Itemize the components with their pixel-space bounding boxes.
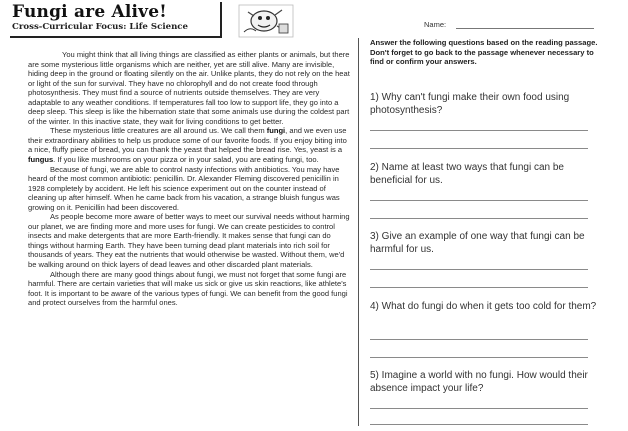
passage-paragraph: As people become more aware of better ways to meet our survival needs without harming our planet, we are finding more and more uses for fungi. We can create pesticides to control insects and make detergents that are more Earth-friendly. It makes sense that fungi can do things without harming Earth. They have been turning dead plant materials into rich soil for thousands of years. They eat the nutrients that would otherwise be wasted. Without them, we'd be walking around on thick layers of dead leaves and other discarded plant materials.	[28, 212, 350, 270]
answer-line[interactable]	[370, 218, 588, 219]
answer-line[interactable]	[370, 200, 588, 201]
worksheet-subtitle: Cross-Curricular Focus: Life Science	[12, 22, 189, 32]
passage-text: , and we even use their extraordinary abilities to help us produce some of our favorite foods. If you enjoy biting into a nice, fluffy piece of bread, you can thank the yeast that helped the bread rise. Yes, yeast is a	[28, 126, 347, 155]
column-divider	[358, 38, 359, 426]
answer-line[interactable]	[370, 269, 588, 270]
answer-line[interactable]	[370, 408, 588, 409]
keyword: fungus	[28, 155, 54, 165]
answer-line[interactable]	[370, 357, 588, 358]
question-5: 5) Imagine a world with no fungi. How would their absence impact your life?	[370, 370, 588, 394]
reading-passage	[28, 50, 350, 308]
answer-line[interactable]	[370, 424, 588, 425]
passage-paragraph	[28, 126, 350, 164]
question-3: 3) Give an example of one way that fungi can be harmful for us.	[370, 231, 585, 255]
question-1: 1) Why can't fungi make their own food using photosynthesis?	[370, 92, 570, 116]
passage-text: These mysterious little creatures are all around us. We call them	[50, 126, 267, 136]
passage-paragraph: You might think that all living things are classified as either plants or animals, but there are some mysterious little organisms which are neither, yet are still alive. Many are invisible, hiding deep in the ground or floating silently on the air. Unlike plants, they do not rely on the heat or light of the sun for survival. They have no chlorophyll and do not create food through photosynthesis. They must find a source of nutrients outside themselves. They are very adaptable to any weather conditions. If temperatures fall too low to support life, they go into a deep sleep. This sleep is like the hibernation state that some animals use during the coldest part of the winter. In this inactive state, they wait for living conditions to get better.	[28, 50, 350, 126]
answer-line[interactable]	[370, 130, 588, 131]
passage-paragraph: Although there are many good things about fungi, we must not forget that some fungi are harmful. There are certain varieties that will make us sick or give us skin reactions, like athlete's foot. It is important to be aware of the various types of fungi. We can benefit from the good fungi and protect ourselves from the harmful ones.	[28, 269, 348, 308]
answer-line[interactable]	[370, 148, 588, 149]
keyword: fungi	[266, 126, 286, 136]
passage-paragraph: Because of fungi, we are able to control nasty infections with antibiotics. You may have heard of the most common antibiotic: penicillin. Dr. Alexander Fleming discovered penicillin in 1928 completely by accident. He left his science experiment out on the counter instead of cleaning up after himself. When he came back from his vacation, a strange bluish fungus was growing on it. Penicillin had been discovered.	[28, 164, 340, 212]
answer-line[interactable]	[370, 339, 588, 340]
name-label: Name:	[424, 20, 447, 29]
cartoon-logo-icon	[238, 4, 294, 38]
worksheet-title: Fungi are Alive!	[12, 2, 167, 22]
name-field-line[interactable]	[456, 28, 594, 29]
answer-line[interactable]	[370, 287, 588, 288]
instructions: Answer the following questions based on the reading passage. Don't forget to go back to the passage whenever necessary to find or confirm your answers.	[370, 38, 598, 67]
passage-text: . If you like mushrooms on your pizza or in your salad, you are eating fungi, too.	[53, 155, 319, 165]
question-2: 2) Name at least two ways that fungi can be beneficial for us.	[370, 162, 564, 186]
question-4: 4) What do fungi do when it gets too cold for them?	[370, 301, 597, 312]
